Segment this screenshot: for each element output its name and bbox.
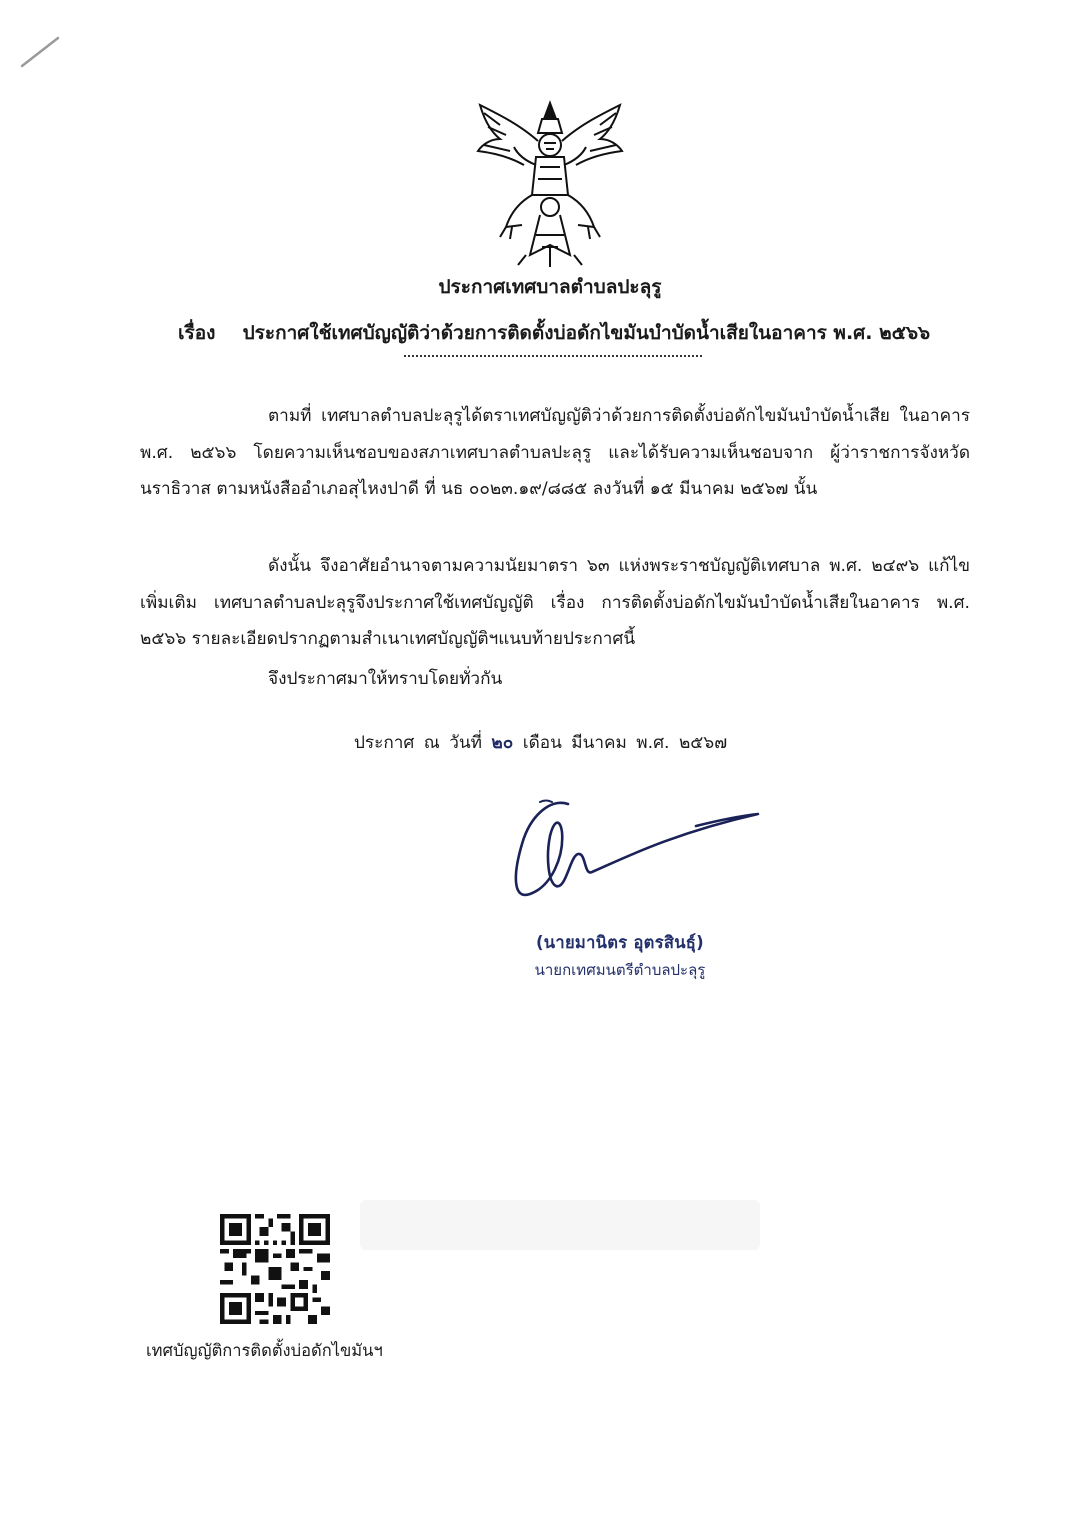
subject-text: ประกาศใช้เทศบัญญัติว่าด้วยการติดตั้งบ่อดักไขมันบำบัดน้ำเสียในอาคาร พ.ศ. ๒๕๖๖ [242, 322, 931, 344]
dateline-day: ๒๐ [491, 733, 514, 753]
garuda-emblem-icon [470, 95, 630, 270]
qr-code[interactable] [220, 1214, 330, 1324]
announcement-dateline [354, 728, 727, 756]
subject-label: เรื่อง [178, 322, 216, 344]
announcement-title: ประกาศเทศบาลตำบลปะลุรู [438, 276, 662, 298]
dotted-divider [404, 355, 702, 357]
body-paragraph-3: จึงประกาศมาให้ทราบโดยทั่วกัน [268, 669, 503, 689]
subject-line [178, 318, 930, 348]
signer-name: (นายมานิตร อุตรสินธุ์) [535, 933, 705, 952]
dateline-suffix: เดือน มีนาคม พ.ศ. ๒๕๖๗ [522, 733, 728, 753]
corner-pen-mark [18, 34, 62, 70]
paragraph-2-text: ดังนั้น จึงอาศัยอำนาจตามความนัยมาตรา ๖๓ แห่งพระราชบัญญัติเทศบาล พ.ศ. ๒๔๙๖ แก้ไขเพิ่มเติม เทศบาลตำบลปะลุรูจึงประกาศใช้เทศบัญญัติ เรื่อง การติดตั้งบ่อดักไขมันบำบัดน้ำเสียในอาคาร พ.ศ. ๒๕๖๖ รายละเอียดปรากฏตามสำเนาเทศบัญญัติฯแนบท้ายประกาศนี้ [140, 556, 970, 649]
dateline-prefix: ประกาศ ณ วันที่ [354, 733, 482, 753]
signer-title: นายกเทศมนตรีตำบลปะลุรู [534, 961, 706, 979]
paragraph-1-text: ตามที่ เทศบาลตำบลปะลุรูได้ตราเทศบัญญัติว่าด้วยการติดตั้งบ่อดักไขมันบำบัดน้ำเสีย ในอาคาร พ.ศ. ๒๕๖๖ โดยความเห็นชอบของสภาเทศบาลตำบลปะลุรู และได้รับความเห็นชอบจาก ผู้ว่าราชการจังหวัดนราธิวาส ตามหนังสืออำเภอสุไหงปาดี ที่ นธ ๐๐๒๓.๑๙/๘๘๕ ลงวันที่ ๑๕ มีนาคม ๒๕๖๗ นั้น [140, 406, 970, 499]
body-paragraph-2 [140, 548, 970, 658]
handwritten-signature [500, 796, 770, 926]
body-paragraph-1 [140, 398, 970, 508]
show-through-ghost [360, 1200, 760, 1250]
qr-caption: เทศบัญญัติการติดตั้งบ่อดักไขมันฯ [146, 1341, 383, 1360]
